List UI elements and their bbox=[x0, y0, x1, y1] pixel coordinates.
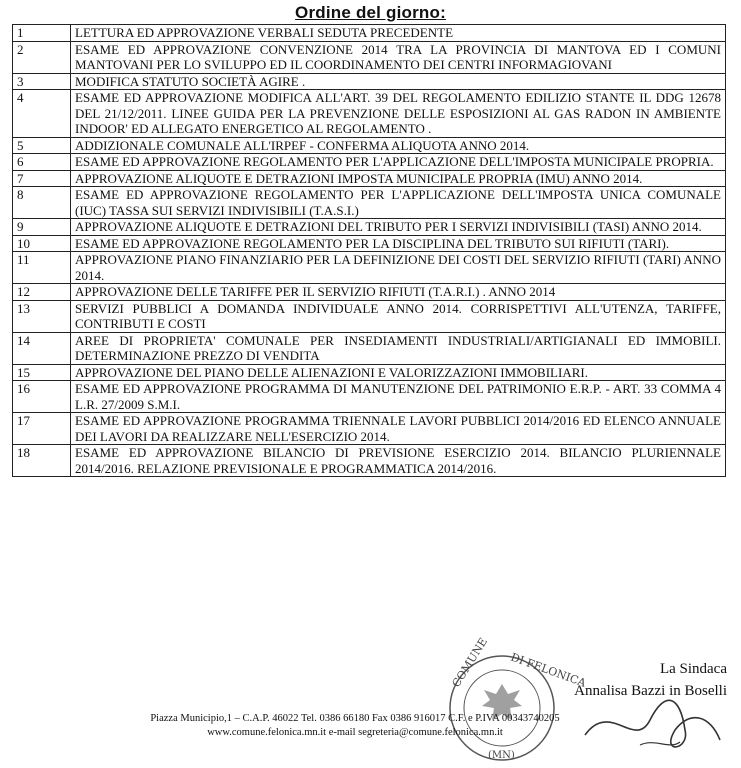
signature-name: Annalisa Bazzi in Boselli bbox=[574, 683, 727, 699]
agenda-item-text: APPROVAZIONE ALIQUOTE E DETRAZIONI DEL TRIBUTO PER I SERVIZI INDIVISIBILI (TASI) ANNO 2014. bbox=[71, 219, 726, 236]
agenda-item-number: 3 bbox=[13, 73, 71, 90]
agenda-item-number: 8 bbox=[13, 187, 71, 219]
svg-text:COMUNE: COMUNE bbox=[449, 635, 491, 690]
agenda-item-number: 15 bbox=[13, 364, 71, 381]
agenda-item-text: ESAME ED APPROVAZIONE MODIFICA ALL'ART. 39 DEL REGOLAMENTO EDILIZIO STANTE IL DDG 12678 DEL 21/12/2011. LINEE GUIDA PER LA PREVENZIONE DELLE ESPOSIZIONI AL GAS RADON IN AMBIENTE INDOOR' ED ALLEGATO ENERGETICO AL REGOLAMENTO . bbox=[71, 90, 726, 138]
agenda-item-text: SERVIZI PUBBLICI A DOMANDA INDIVIDUALE ANNO 2014. CORRISPETTIVI ALL'UTENZA, TARIFFE, CONTRIBUTI E COSTI bbox=[71, 300, 726, 332]
agenda-item-number: 6 bbox=[13, 154, 71, 171]
agenda-item-number: 16 bbox=[13, 381, 71, 413]
agenda-row bbox=[13, 413, 726, 445]
handwritten-signature bbox=[580, 690, 730, 760]
agenda-table bbox=[12, 24, 726, 477]
agenda-item-number: 11 bbox=[13, 252, 71, 284]
agenda-item-text: APPROVAZIONE DELLE TARIFFE PER IL SERVIZIO RIFIUTI (T.A.R.I.) . ANNO 2014 bbox=[71, 284, 726, 301]
agenda-row bbox=[13, 235, 726, 252]
agenda-item-text: APPROVAZIONE PIANO FINANZIARIO PER LA DEFINIZIONE DEI COSTI DEL SERVIZIO RIFIUTI (TARI) ANNO 2014. bbox=[71, 252, 726, 284]
agenda-row bbox=[13, 364, 726, 381]
agenda-item-number: 12 bbox=[13, 284, 71, 301]
agenda-item-text: ESAME ED APPROVAZIONE REGOLAMENTO PER LA DISCIPLINA DEL TRIBUTO SUI RIFIUTI (TARI). bbox=[71, 235, 726, 252]
agenda-row bbox=[13, 381, 726, 413]
agenda-item-number: 13 bbox=[13, 300, 71, 332]
svg-text:(MN): (MN) bbox=[488, 750, 515, 761]
agenda-row bbox=[13, 445, 726, 477]
agenda-item-text: APPROVAZIONE DEL PIANO DELLE ALIENAZIONI E VALORIZZAZIONI IMMOBILIARI. bbox=[71, 364, 726, 381]
agenda-item-number: 10 bbox=[13, 235, 71, 252]
agenda-item-text: ESAME ED APPROVAZIONE CONVENZIONE 2014 TRA LA PROVINCIA DI MANTOVA ED I COMUNI MANTOVANI PER LO SVILUPPO ED IL COORDINAMENTO DEI CENTRI INFORMAGIOVANI bbox=[71, 41, 726, 73]
agenda-row bbox=[13, 90, 726, 138]
agenda-item-number: 7 bbox=[13, 170, 71, 187]
agenda-item-text: MODIFICA STATUTO SOCIETÀ AGIRE . bbox=[71, 73, 726, 90]
agenda-item-number: 9 bbox=[13, 219, 71, 236]
agenda-row bbox=[13, 170, 726, 187]
agenda-row bbox=[13, 300, 726, 332]
agenda-item-number: 5 bbox=[13, 137, 71, 154]
agenda-item-number: 4 bbox=[13, 90, 71, 138]
agenda-row bbox=[13, 41, 726, 73]
agenda-item-text: ESAME ED APPROVAZIONE PROGRAMMA DI MANUTENZIONE DEL PATRIMONIO E.R.P. - ART. 33 COMMA 4 L.R. 27/2009 S.M.I. bbox=[71, 381, 726, 413]
agenda-item-text: AREE DI PROPRIETA' COMUNALE PER INSEDIAMENTI INDUSTRIALI/ARTIGIANALI ED IMMOBILI. DETERMINAZIONE PREZZO DI VENDITA bbox=[71, 332, 726, 364]
agenda-row bbox=[13, 25, 726, 42]
agenda-item-number: 18 bbox=[13, 445, 71, 477]
agenda-row bbox=[13, 252, 726, 284]
agenda-item-text: ESAME ED APPROVAZIONE BILANCIO DI PREVISIONE ESERCIZIO 2014. BILANCIO PLURIENNALE 2014/2016. RELAZIONE PREVISIONALE E PROGRAMMATICA 2014/2016. bbox=[71, 445, 726, 477]
agenda-item-text: ESAME ED APPROVAZIONE PROGRAMMA TRIENNALE LAVORI PUBBLICI 2014/2016 ED ELENCO ANNUALE DEI LAVORI DA REALIZZARE NELL'ESERCIZIO 2014. bbox=[71, 413, 726, 445]
agenda-row bbox=[13, 187, 726, 219]
agenda-item-number: 14 bbox=[13, 332, 71, 364]
agenda-item-text: APPROVAZIONE ALIQUOTE E DETRAZIONI IMPOSTA MUNICIPALE PROPRIA (IMU) ANNO 2014. bbox=[71, 170, 726, 187]
svg-text:DI FELONICA: DI FELONICA bbox=[508, 650, 588, 690]
municipal-stamp bbox=[440, 635, 588, 768]
agenda-item-text: ADDIZIONALE COMUNALE ALL'IRPEF - CONFERMA ALIQUOTA ANNO 2014. bbox=[71, 137, 726, 154]
signature-role: La Sindaca bbox=[659, 661, 727, 677]
agenda-row bbox=[13, 154, 726, 171]
agenda-row bbox=[13, 219, 726, 236]
agenda-item-number: 17 bbox=[13, 413, 71, 445]
agenda-item-text: ESAME ED APPROVAZIONE REGOLAMENTO PER L'APPLICAZIONE DELL'IMPOSTA MUNICIPALE PROPRIA. bbox=[71, 154, 726, 171]
footer-web-email: www.comune.felonica.mn.it e-mail segreteria@comune.felonica.mn.it bbox=[207, 727, 503, 738]
agenda-row bbox=[13, 332, 726, 364]
agenda-row bbox=[13, 73, 726, 90]
agenda-row bbox=[13, 284, 726, 301]
footer-contacts bbox=[120, 712, 590, 740]
agenda-item-number: 2 bbox=[13, 41, 71, 73]
footer-address: Piazza Municipio,1 – C.A.P. 46022 Tel. 0386 66180 Fax 0386 916017 C.F. e P.IVA 00343740205 bbox=[150, 713, 560, 724]
agenda-item-number: 1 bbox=[13, 25, 71, 42]
agenda-title: Ordine del giorno: bbox=[295, 3, 446, 22]
agenda-row bbox=[13, 137, 726, 154]
agenda-item-text: ESAME ED APPROVAZIONE REGOLAMENTO PER L'APPLICAZIONE DELL'IMPOSTA UNICA COMUNALE (IUC) TASSA SUI SERVIZI INDIVISIBILI (T.A.S.I.) bbox=[71, 187, 726, 219]
agenda-item-text: LETTURA ED APPROVAZIONE VERBALI SEDUTA PRECEDENTE bbox=[71, 25, 726, 42]
